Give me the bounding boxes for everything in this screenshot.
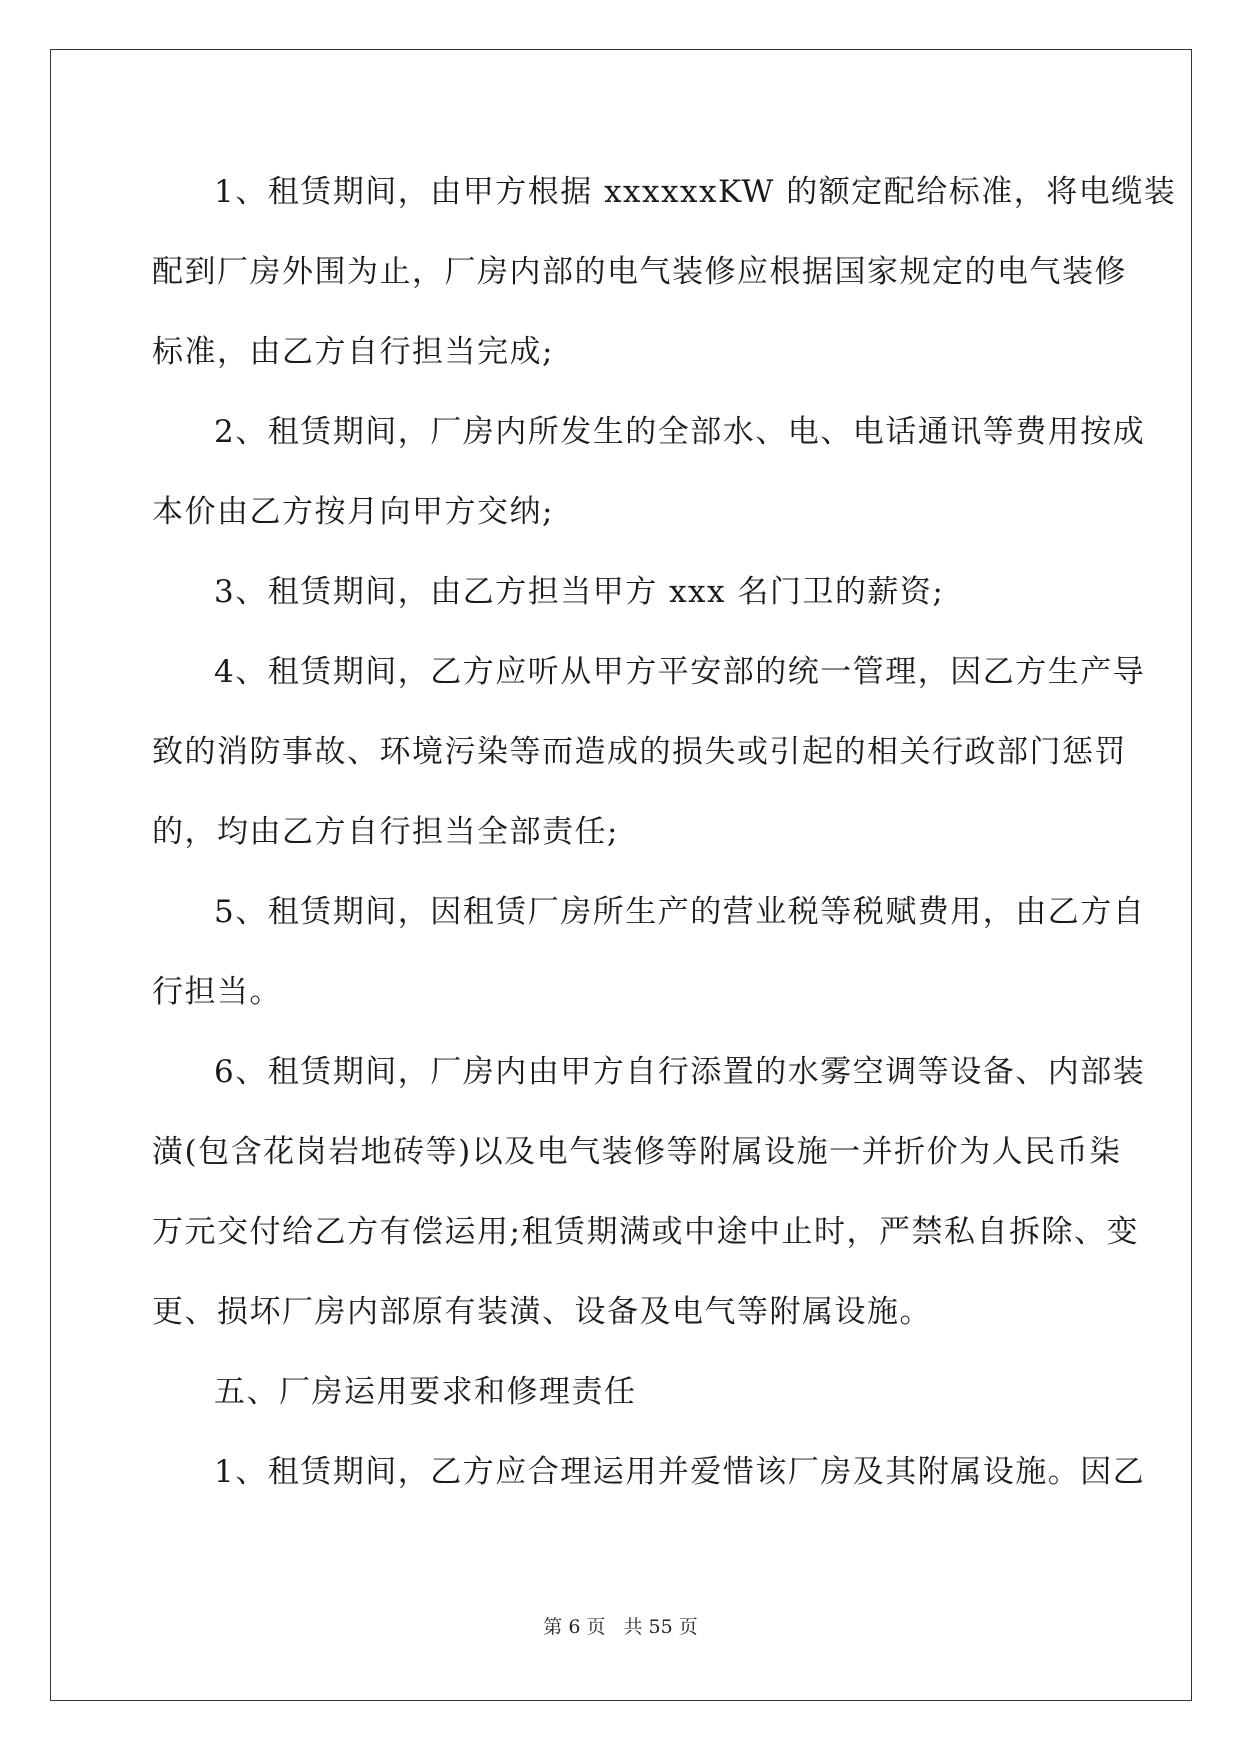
paragraph-line: 本价由乙方按月向甲方交纳; — [152, 494, 554, 530]
page-total: 共 55 页 — [623, 1616, 698, 1638]
paragraph-line: 行担当。 — [152, 974, 282, 1010]
page-footer — [0, 1612, 1241, 1639]
paragraph-line: 更、损坏厂房内部原有装潢、设备及电气等附属设施。 — [152, 1294, 932, 1330]
paragraph-line: 6、租赁期间，厂房内由甲方自行添置的水雾空调等设备、内部装 — [214, 1054, 1146, 1090]
section-heading: 五、厂房运用要求和修理责任 — [214, 1374, 637, 1410]
paragraph-line: 的，均由乙方自行担当全部责任; — [152, 814, 619, 850]
paragraph-line: 标准，由乙方自行担当完成; — [152, 334, 554, 370]
paragraph-line: 致的消防事故、环境污染等而造成的损失或引起的相关行政部门惩罚 — [152, 734, 1127, 770]
paragraph-line: 配到厂房外围为止，厂房内部的电气装修应根据国家规定的电气装修 — [152, 254, 1127, 290]
paragraph-line: 2、租赁期间，厂房内所发生的全部水、电、电话通讯等费用按成 — [214, 414, 1146, 450]
paragraph-line: 万元交付给乙方有偿运用;租赁期满或中途中止时，严禁私自拆除、变 — [152, 1214, 1139, 1250]
page-number: 第 6 页 — [543, 1616, 606, 1638]
paragraph-line: 1、租赁期间，乙方应合理运用并爱惜该厂房及其附属设施。因乙 — [214, 1454, 1146, 1490]
paragraph-line: 5、租赁期间，因租赁厂房所生产的营业税等税赋费用，由乙方自 — [214, 894, 1146, 930]
document-body — [152, 152, 1177, 1512]
paragraph-line: 3、租赁期间，由乙方担当甲方 xxx 名门卫的薪资; — [214, 574, 945, 610]
paragraph-line: 1、租赁期间，由甲方根据 xxxxxxKW 的额定配给标准，将电缆装 — [214, 174, 1177, 210]
paragraph-line: 潢(包含花岗岩地砖等)以及电气装修等附属设施一并折价为人民币柒 — [152, 1134, 1122, 1170]
paragraph-line: 4、租赁期间，乙方应听从甲方平安部的统一管理，因乙方生产导 — [214, 654, 1146, 690]
